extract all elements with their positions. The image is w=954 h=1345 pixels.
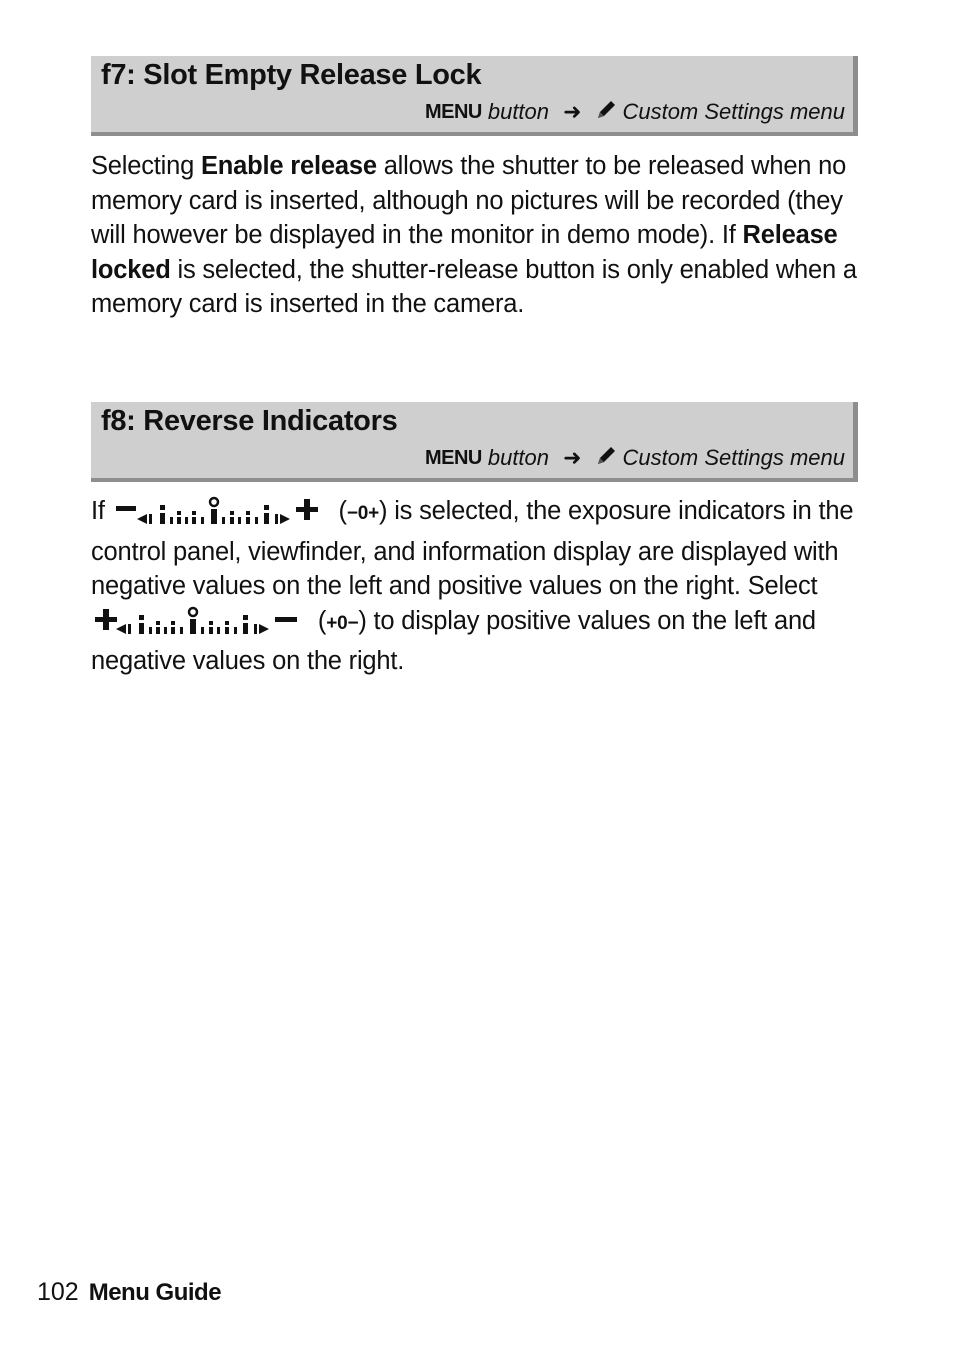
text: is selected, the shutter-release button is only enabled when a memory card is inserted in the camera. [91,255,857,319]
option-plus-zero-minus: +0− [326,612,359,634]
option-release-locked: Release locked [91,221,838,284]
menu-path [425,444,845,472]
text: ) to display positive values on the left and negative values on the right. [91,606,816,676]
button-label: button [487,445,550,470]
menu-label: Custom Settings menu [622,99,845,124]
pencil-icon [595,444,617,472]
text: ( [331,497,347,525]
exposure-scale-minus-to-plus-icon [114,495,330,535]
option-minus-zero-plus: −0+ [346,503,380,524]
menu-path [425,98,845,126]
text: If [91,497,112,525]
f8-description [91,494,861,679]
section-header-f7 [91,56,858,136]
arrow-icon: ➜ [563,99,582,124]
button-label: button [487,99,550,124]
option-enable-release: Enable release [201,152,377,180]
text: Selecting [91,152,201,180]
section-title: f8: Reverse Indicators [101,405,398,437]
f7-description [91,149,861,322]
text: ( [311,606,327,635]
page-footer [37,1278,221,1307]
exposure-scale-plus-to-minus-icon [93,605,309,645]
page-number: 102 [37,1278,79,1306]
text: allows the shutter to be released when no memory card is inserted, although no pictures will be recorded (they will however be displayed in the monitor in demo mode). If [91,152,847,250]
text: ) is selected, the exposure indicators in the control panel, viewfinder, and information display are displayed with negative values on the left and positive values on the right. Select [91,497,854,601]
section-title: f7: Slot Empty Release Lock [101,59,482,91]
menu-label: Custom Settings menu [622,445,845,470]
chapter-title: Menu Guide [88,1279,222,1306]
menu-button-icon: MENU [424,446,482,469]
pencil-icon [595,98,617,126]
section-header-f8 [91,402,858,482]
arrow-icon: ➜ [563,445,582,470]
menu-button-icon: MENU [424,100,482,123]
